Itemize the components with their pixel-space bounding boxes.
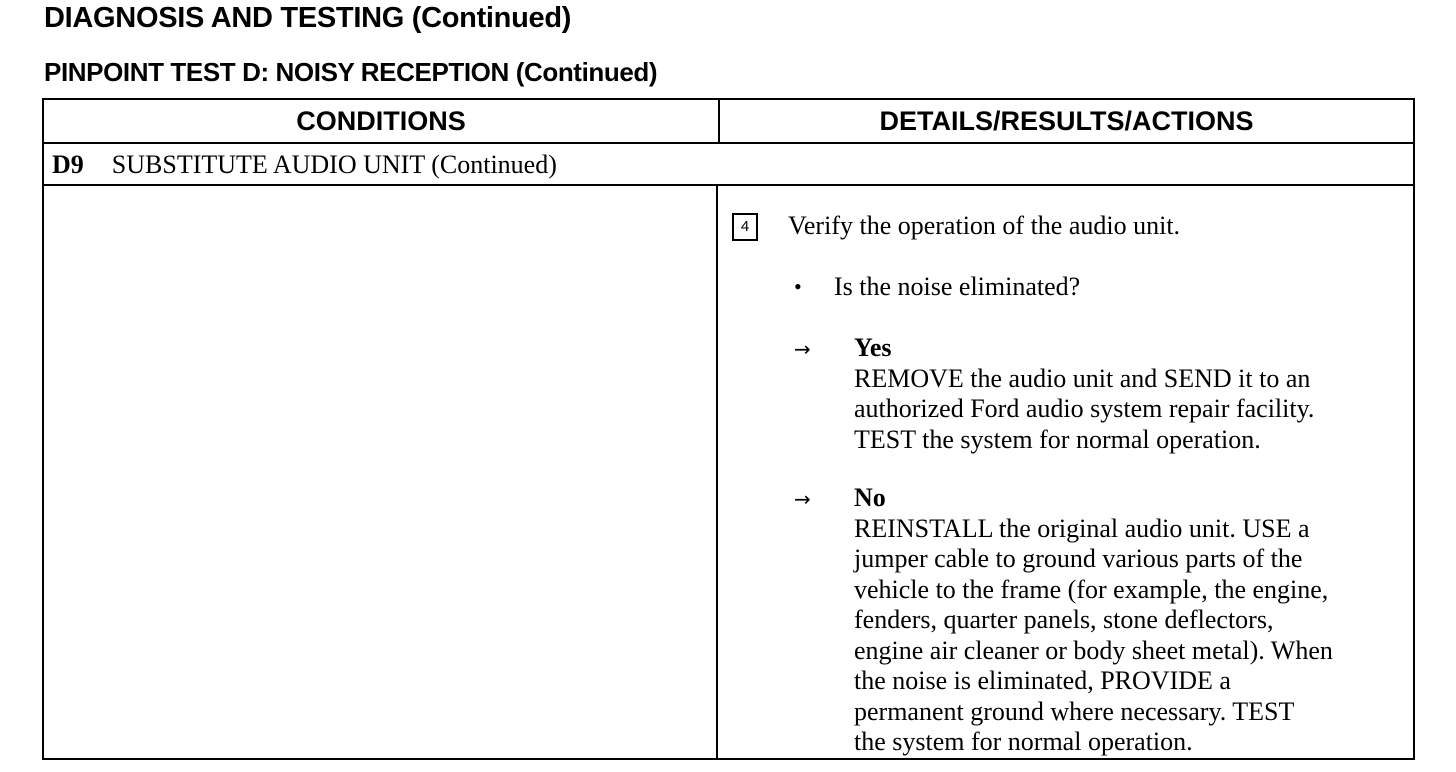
column-header-details: DETAILS/RESULTS/ACTIONS [879,106,1254,136]
pinpoint-test-table [42,98,1415,760]
substep-number-box: 4 [732,213,758,241]
result-arrow-icon: → [794,337,811,361]
page-heading: DIAGNOSIS AND TESTING (Continued) [44,2,572,34]
step-title: SUBSTITUTE AUDIO UNIT (Continued) [111,150,557,179]
result-no-action: REINSTALL the original audio unit. USE a jumper cable to ground various parts of the vehicle to the frame (for example, the engine, fenders, quarter panels, stone deflectors, engine air cleaner or body sheet metal). When the noise is eliminated, PROVIDE a permanent ground where necessary. TEST the system for normal operation. [854,513,1333,756]
result-yes-label: Yes [854,333,892,362]
pinpoint-test-heading: PINPOINT TEST D: NOISY RECEPTION (Continued) [44,57,658,87]
step-row [52,146,557,184]
substep-instruction: Verify the operation of the audio unit. [788,211,1181,240]
details-cell [718,186,1413,758]
result-yes-action: REMOVE the audio unit and SEND it to an authorized Ford audio system repair facility. TEST the system for normal operation. [854,363,1315,454]
column-header-conditions: CONDITIONS [296,106,466,136]
bullet-icon: • [794,274,802,299]
result-yes [854,333,1414,455]
result-no-label: No [854,483,886,512]
result-no [854,483,1414,758]
header-divider [44,142,1413,144]
step-id: D9 [52,150,84,179]
result-arrow-icon: → [794,487,811,511]
substep-question: Is the noise eliminated? [834,272,1081,301]
